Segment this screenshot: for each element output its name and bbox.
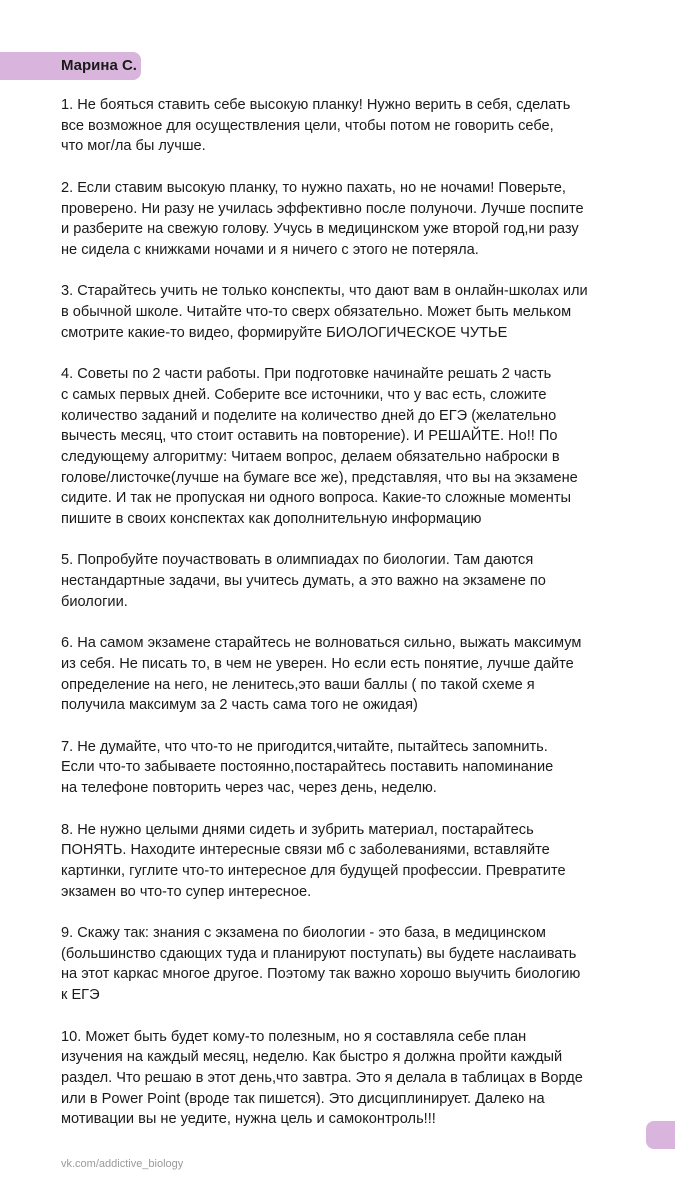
author-name: Марина С.	[61, 57, 137, 74]
advice-item-10: 10. Может быть будет кому-то полезным, но я составляла себе план изучения на каждый месяц, неделю. Как быстро я должна пройти каждый раздел. Что решаю в этот день,что завтра. Это я делала в таблицах в Ворде или в Power Point (вроде так пишется). Это дисциплинирует. Далеко на мотивации вы не уедите, нужна цель и самоконтроль!!!	[61, 1028, 583, 1128]
advice-item-6: 6. На самом экзамене старайтесь не волноваться сильно, выжать максимум из себя. Не писать то, в чем не уверен. Но если есть понятие, лучше дайте определение на него, не ленитесь,это ваши баллы ( по такой схеме я получила максимум за 2 часть сама того не ожидая)	[61, 635, 582, 714]
advice-item-8: 8. Не нужно целыми днями сидеть и зубрить материал, постарайтесь ПОНЯТЬ. Находите интересные связи мб с заболеваниями, вставляйте картинки, гуглите что-то интересное для будущей профессии. Превратите экзамен во что-то супер интересное.	[61, 821, 566, 900]
author-tag	[0, 52, 141, 80]
advice-item-3: 3. Старайтесь учить не только конспекты, что дают вам в онлайн-школах или в обычной школе. Читайте что-то сверх обязательно. Может быть мельком смотрите какие-то видео, формируйте БИОЛОГИЧЕСКОЕ ЧУТЬЕ	[61, 283, 588, 341]
footer-source-link: vk.com/addictive_biology	[61, 1158, 184, 1170]
advice-item-2: 2. Если ставим высокую планку, то нужно пахать, но не ночами! Поверьте, проверено. Ни разу не училась эффективно после полуночи. Лучше поспите и разберите на свежую голову. Учусь в медицинском уже второй год,ни разу не сидела с книжками ночами и я ничего с этого не потеряла.	[61, 179, 584, 258]
advice-item-7: 7. Не думайте, что что-то не пригодится,читайте, пытайтесь запомнить. Если что-то забываете постоянно,постарайтесь поставить напоминание на телефоне повторить через час, через день, неделю.	[61, 738, 554, 797]
advice-list	[61, 95, 621, 1151]
advice-item-1: 1. Не бояться ставить себе высокую планку! Нужно верить в себя, сделать все возможное для осуществления цели, чтобы потом не говорить себе, что мог/ла бы лучше.	[61, 97, 571, 155]
advice-item-9: 9. Скажу так: знания с экзамена по биологии - это база, в медицинском (большинство сдающих туда и планируют поступать) вы будете наслаивать на этот каркас многое другое. Поэтому так важно хорошо выучить биологию к ЕГЭ	[61, 925, 581, 1004]
page-tab-marker	[646, 1121, 675, 1149]
advice-item-5: 5. Попробуйте поучаствовать в олимпиадах по биологии. Там даются нестандартные задачи, вы учитесь думать, а это важно на экзамене по биологии.	[61, 552, 546, 610]
advice-item-4: 4. Советы по 2 части работы. При подготовке начинайте решать 2 часть с самых первых дней. Соберите все источники, что у вас есть, сложите количество заданий и поделите на количество дней до ЕГЭ (желательно вычесть месяц, что стоит оставить на повторение). И РЕШАЙТЕ. Но!! По следующему алгоритму: Читаем вопрос, делаем обязательно наброски в голове/листочке(лучше на бумаге все же), представляя, что вы на экзамене сидите. И так не пропуская ни одного вопроса. Какие-то сложные моменты пишите в своих конспектах как дополнительную информацию	[61, 366, 578, 528]
